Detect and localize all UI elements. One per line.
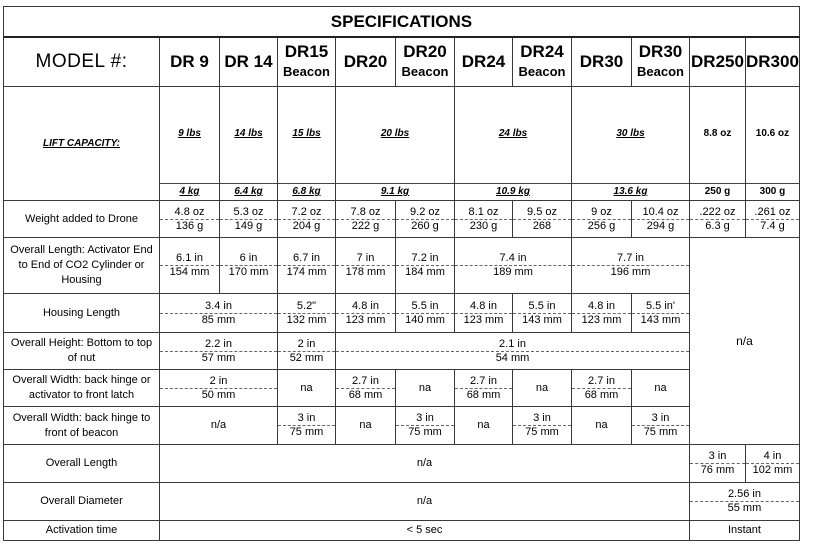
value-in: 9 oz [572, 206, 631, 220]
value-in: 3 in [278, 412, 335, 426]
lift-dr14 [220, 87, 278, 201]
value-in: 10.4 oz [632, 206, 689, 220]
value-in: 2 in [160, 375, 277, 389]
lift-kg: 10.9 kg [455, 183, 571, 200]
table-title: SPECIFICATIONS [4, 7, 800, 37]
overall-length-dr250 [690, 445, 746, 483]
value-metric: 52 mm [289, 351, 324, 364]
value-in: 2.1 in [336, 338, 689, 352]
model-name: DR15 [284, 41, 329, 61]
width-beacon-dr9-14: n/a [160, 407, 278, 445]
value-in: 7.4 in [455, 252, 571, 266]
model-name: DR30 [638, 41, 683, 61]
value-in: 9.5 oz [513, 206, 571, 220]
weight-label: Weight added to Drone [4, 201, 160, 238]
value-metric: 268 [532, 219, 552, 232]
title-row [4, 7, 800, 37]
housing-row [4, 294, 800, 333]
weight-dr20 [336, 201, 396, 238]
height-dr9-14 [160, 333, 278, 370]
value-metric: 230 g [469, 219, 498, 232]
value-metric: 68 mm [466, 388, 501, 401]
value-metric: 149 g [234, 219, 263, 232]
lift-lbs: 24 lbs [498, 128, 528, 139]
activation-row [4, 521, 800, 541]
overall-length-label: Overall Length [4, 445, 160, 483]
model-name: DR24 [520, 41, 564, 61]
width-latch-dr9-14 [160, 370, 278, 407]
lift-dr30 [572, 87, 690, 201]
lift-oz: 10.6 oz [755, 128, 790, 139]
value-in: 7.7 in [572, 252, 689, 266]
model-header: MODEL #: [4, 37, 160, 87]
value-metric: 68 mm [348, 388, 383, 401]
value-metric: 75 mm [643, 426, 678, 438]
value-metric: 7.4 g [760, 219, 785, 232]
value-in: 5.2" [278, 300, 335, 314]
value-in: 4.8 in [572, 300, 631, 314]
width-beacon-row [4, 407, 800, 445]
housing-dr30 [572, 294, 632, 333]
length-dr15 [278, 238, 336, 294]
diameter-label: Overall Diameter [4, 483, 160, 521]
width-beacon-dr20: na [336, 407, 396, 445]
value-in: 4 in [746, 450, 799, 464]
housing-dr24 [455, 294, 513, 333]
lift-dr9 [160, 87, 220, 201]
value-in: 2.56 in [690, 488, 799, 502]
value-metric: 75 mm [525, 426, 559, 438]
length-row [4, 238, 800, 294]
value-metric: 50 mm [201, 388, 236, 401]
value-metric: 75 mm [289, 426, 324, 438]
weight-dr24-beacon [513, 201, 572, 238]
model-dr30-beacon [632, 37, 690, 87]
value-in: 4.8 oz [160, 206, 219, 220]
housing-dr9-14 [160, 294, 278, 333]
value-metric: 140 mm [405, 313, 445, 326]
value-in: 4.8 in [336, 300, 395, 314]
value-in: 6.7 in [278, 252, 335, 266]
lift-lbs: 20 lbs [380, 128, 410, 139]
value-in: 3 in [632, 412, 689, 426]
value-metric: 256 g [587, 219, 616, 232]
lift-kg: 6.8 kg [278, 183, 335, 200]
overall-length-dr9-30: n/a [160, 445, 690, 483]
value-in: 3 in [690, 450, 745, 464]
value-in: 5.5 in [396, 300, 454, 314]
weight-dr14 [220, 201, 278, 238]
value-in: 3 in [513, 412, 571, 426]
value-metric: 75 mm [408, 426, 442, 438]
value-in: .261 oz [746, 206, 799, 220]
height-dr20-30 [336, 333, 690, 370]
height-label: Overall Height: Bottom to top of nut [4, 333, 160, 370]
value-in: 5.5 in [513, 300, 571, 314]
value-in: 8.1 oz [455, 206, 512, 220]
width-latch-dr30-beacon: na [632, 370, 690, 407]
length-dr14 [220, 238, 278, 294]
diameter-dr250-300 [690, 483, 800, 521]
value-metric: 123 mm [463, 313, 504, 326]
value-in: 6.1 in [160, 252, 219, 266]
width-latch-label: Overall Width: back hinge or activator to front latch [4, 370, 160, 407]
width-beacon-dr30: na [572, 407, 632, 445]
diameter-dr9-30: n/a [160, 483, 690, 521]
weight-dr250 [690, 201, 746, 238]
lift-g: 300 g [746, 183, 799, 200]
lift-oz: 8.8 oz [703, 128, 732, 139]
model-sub: Beacon [637, 63, 684, 79]
lift-lbs: 15 lbs [292, 128, 321, 139]
housing-dr20 [336, 294, 396, 333]
lift-dr300 [746, 87, 800, 201]
value-in: 7 in [336, 252, 395, 266]
width-beacon-dr24: na [455, 407, 513, 445]
lift-dr15 [278, 87, 336, 201]
weight-dr300 [746, 201, 800, 238]
value-in: 3.4 in [160, 300, 277, 314]
value-metric: 184 mm [405, 266, 445, 278]
value-metric: 174 mm [286, 266, 327, 278]
weight-dr30-beacon [632, 201, 690, 238]
value-metric: 54 mm [495, 351, 530, 364]
width-beacon-dr24-beacon [513, 407, 572, 445]
width-latch-dr24-beacon: na [513, 370, 572, 407]
lift-kg: 9.1 kg [336, 183, 454, 200]
model-dr24: DR24 [455, 37, 513, 87]
spec-sheet [3, 6, 800, 541]
length-dr30 [572, 238, 690, 294]
model-row [4, 37, 800, 87]
length-label: Overall Length: Activator End to End of CO2 Cylinder or Housing [4, 238, 160, 294]
lift-lbs: 9 lbs [178, 128, 201, 139]
width-beacon-label: Overall Width: back hinge to front of beacon [4, 407, 160, 445]
value-in: 3 in [396, 412, 454, 426]
model-sub: Beacon [283, 63, 330, 79]
value-in: .222 oz [690, 206, 745, 220]
length-dr9 [160, 238, 220, 294]
housing-label: Housing Length [4, 294, 160, 333]
model-sub: Beacon [401, 63, 449, 79]
width-latch-dr20-beacon: na [396, 370, 455, 407]
width-latch-row [4, 370, 800, 407]
lift-dr20 [336, 87, 455, 201]
value-metric: 102 mm [752, 464, 793, 476]
value-in: 9.2 oz [396, 206, 454, 220]
overall-length-row [4, 445, 800, 483]
activation-label: Activation time [4, 521, 160, 541]
lift-row [4, 87, 800, 201]
model-dr9: DR 9 [160, 37, 220, 87]
weight-dr9 [160, 201, 220, 238]
value-in: 5.5 in' [632, 300, 689, 314]
value-metric: 260 g [411, 219, 439, 232]
value-metric: 76 mm [700, 464, 735, 476]
model-dr300: DR300 [746, 37, 800, 87]
lift-g: 250 g [690, 183, 745, 200]
lift-kg: 6.4 kg [220, 183, 277, 200]
na-block: n/a [690, 238, 800, 445]
length-dr20-beacon [396, 238, 455, 294]
value-in: 7.8 oz [336, 206, 395, 220]
lift-kg: 4 kg [160, 183, 219, 200]
model-dr20: DR20 [336, 37, 396, 87]
value-metric: 222 g [351, 219, 380, 232]
weight-dr15 [278, 201, 336, 238]
value-in: 7.2 in [396, 252, 454, 266]
value-metric: 154 mm [169, 266, 210, 278]
model-sub: Beacon [518, 63, 566, 79]
model-dr20-beacon [396, 37, 455, 87]
value-metric: 136 g [175, 219, 204, 232]
value-metric: 196 mm [610, 266, 651, 278]
value-in: 7.2 oz [278, 206, 335, 220]
height-dr15 [278, 333, 336, 370]
width-latch-dr20 [336, 370, 396, 407]
lift-dr24 [455, 87, 572, 201]
weight-dr30 [572, 201, 632, 238]
activation-dr9-30: < 5 sec [160, 521, 690, 541]
value-metric: 294 g [646, 219, 675, 232]
weight-dr24 [455, 201, 513, 238]
model-dr15-beacon [278, 37, 336, 87]
value-metric: 68 mm [584, 388, 619, 401]
width-latch-dr24 [455, 370, 513, 407]
value-metric: 123 mm [581, 313, 622, 326]
specifications-table [3, 6, 800, 541]
model-dr14: DR 14 [220, 37, 278, 87]
value-metric: 143 mm [640, 313, 681, 326]
model-dr24-beacon [513, 37, 572, 87]
value-in: 6 in [220, 252, 277, 266]
model-dr30: DR30 [572, 37, 632, 87]
lift-lbs: 30 lbs [616, 128, 645, 139]
model-dr250: DR250 [690, 37, 746, 87]
width-latch-dr30 [572, 370, 632, 407]
value-in: 2.7 in [455, 375, 512, 389]
width-beacon-dr15 [278, 407, 336, 445]
lift-lbs: 14 lbs [234, 128, 263, 139]
lift-dr250 [690, 87, 746, 201]
activation-dr250-300: Instant [690, 521, 800, 541]
value-in: 2.2 in [160, 338, 277, 352]
model-name: DR20 [403, 41, 447, 61]
value-in: 2.7 in [572, 375, 631, 389]
diameter-row [4, 483, 800, 521]
value-metric: 178 mm [345, 266, 386, 278]
overall-length-dr300 [746, 445, 800, 483]
value-metric: 123 mm [345, 313, 386, 326]
value-in: 5.3 oz [220, 206, 277, 220]
weight-dr20-beacon [396, 201, 455, 238]
height-row [4, 333, 800, 370]
value-metric: 204 g [292, 219, 321, 232]
housing-dr24-beacon [513, 294, 572, 333]
length-dr20 [336, 238, 396, 294]
value-metric: 6.3 g [705, 219, 730, 232]
width-beacon-dr20-beacon [396, 407, 455, 445]
value-metric: 57 mm [201, 351, 236, 364]
width-latch-dr15: na [278, 370, 336, 407]
housing-dr30-beacon [632, 294, 690, 333]
value-metric: 143 mm [522, 313, 562, 326]
value-metric: 132 mm [286, 313, 327, 326]
housing-dr20-beacon [396, 294, 455, 333]
value-metric: 170 mm [228, 266, 269, 278]
weight-row [4, 201, 800, 238]
value-metric: 85 mm [201, 313, 236, 326]
lift-kg: 13.6 kg [572, 183, 689, 200]
value-in: 4.8 in [455, 300, 512, 314]
housing-dr15 [278, 294, 336, 333]
value-metric: 55 mm [727, 502, 762, 514]
value-in: 2 in [278, 338, 335, 352]
value-metric: 189 mm [493, 266, 533, 278]
lift-label: LIFT CAPACITY: [4, 87, 160, 201]
length-dr24 [455, 238, 572, 294]
value-in: 2.7 in [336, 375, 395, 389]
width-beacon-dr30-beacon [632, 407, 690, 445]
